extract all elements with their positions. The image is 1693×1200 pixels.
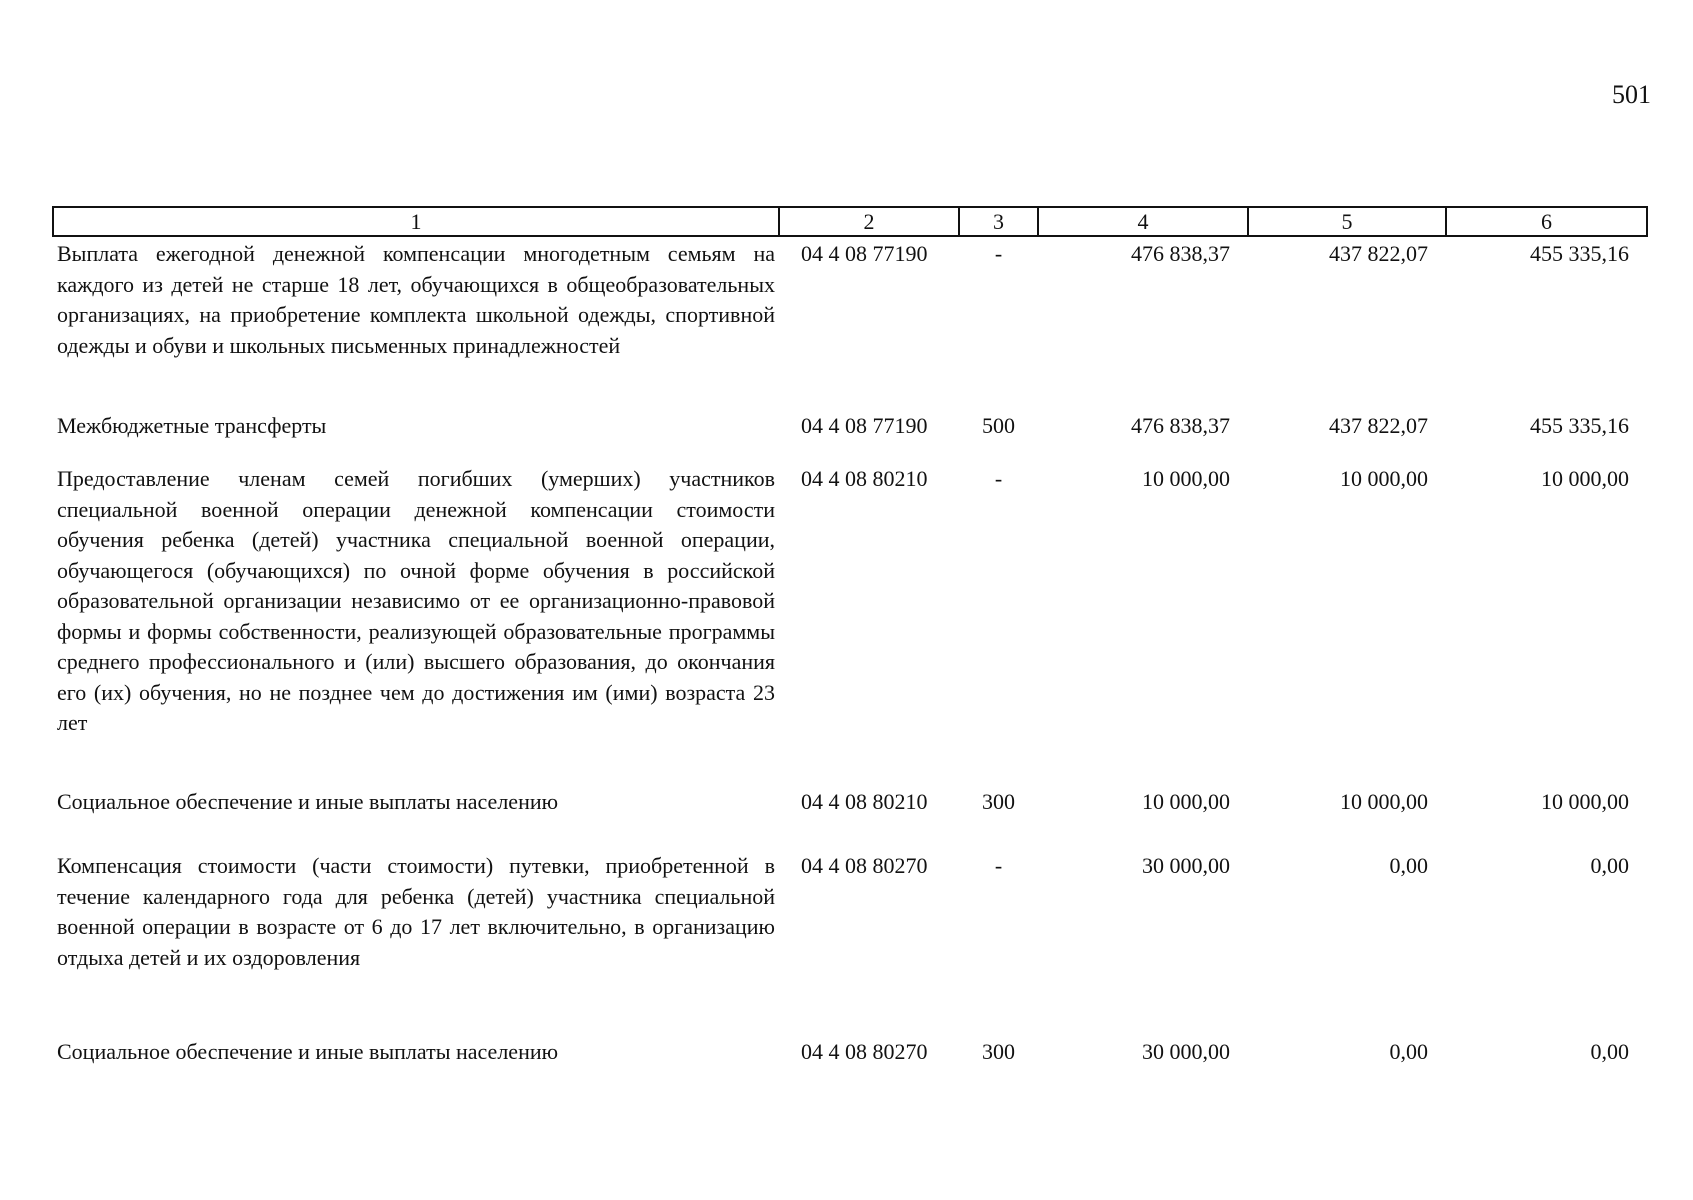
column-header-1: 1 [53,207,779,236]
table-header-row [53,207,1647,236]
row-expense-type: - [994,241,1003,266]
row-description: Выплата ежегодной денежной компенсации многодетным семьям на каждого из детей не старше 18 лет, обучающихся в общеобразовательных организациях, на приобретение комплекта школьной одежды, спортивной одежды и обуви и школьных письменных принадлежностей [57,241,775,358]
column-header-5: 5 [1248,207,1446,236]
table-row [53,236,1647,409]
row-code: 04 4 08 77190 [801,241,928,266]
row-value-col6: 455 335,16 [1530,241,1629,266]
row-expense-type: 300 [982,789,1015,814]
row-description: Социальное обеспечение и иные выплаты населению [57,1039,559,1064]
column-header-6: 6 [1446,207,1647,236]
row-value-col5: 437 822,07 [1329,241,1428,266]
row-expense-type: 300 [982,1039,1015,1064]
column-header-2: 2 [779,207,959,236]
row-value-col4: 476 838,37 [1131,241,1230,266]
row-value-col5: 0,00 [1389,1039,1428,1064]
row-expense-type: - [994,466,1003,491]
row-value-col6: 10 000,00 [1541,789,1629,814]
row-expense-type: 500 [982,413,1015,438]
row-expense-type: - [994,853,1003,878]
row-value-col5: 10 000,00 [1340,789,1428,814]
row-code: 04 4 08 77190 [801,413,928,438]
table-row [53,1035,1647,1077]
row-value-col4: 30 000,00 [1142,1039,1230,1064]
table-row [53,849,1647,1035]
table-row [53,785,1647,849]
row-value-col5: 10 000,00 [1340,466,1428,491]
row-value-col4: 30 000,00 [1142,853,1230,878]
table-row [53,409,1647,462]
row-value-col5: 437 822,07 [1329,413,1428,438]
column-header-3: 3 [959,207,1038,236]
row-value-col6: 455 335,16 [1530,413,1629,438]
row-description: Предоставление членам семей погибших (умерших) участников специальной военной операции денежной компенсации стоимости обучения ребенка (детей) участника специальной военной операции, обучающегося (обучающихся) по очной форме обучения в российской образовательной организации независимо от ее организационно-правовой формы и формы собственности, реализующей образовательные программы среднего профессионального и (или) высшего образования, до окончания его (их) обучения, но не позднее чем до достижения им (ими) возраста 23 лет [57,466,775,735]
row-value-col4: 476 838,37 [1131,413,1230,438]
row-code: 04 4 08 80210 [801,466,928,491]
budget-table [52,206,1648,1077]
row-code: 04 4 08 80210 [801,789,928,814]
row-description: Межбюджетные трансферты [57,413,327,438]
column-header-4: 4 [1038,207,1248,236]
row-description: Социальное обеспечение и иные выплаты населению [57,789,559,814]
row-value-col4: 10 000,00 [1142,466,1230,491]
row-value-col6: 0,00 [1590,1039,1629,1064]
table-row [53,462,1647,785]
row-code: 04 4 08 80270 [801,853,928,878]
row-value-col6: 0,00 [1590,853,1629,878]
page-number: 501 [1612,80,1651,109]
row-value-col5: 0,00 [1389,853,1428,878]
row-value-col4: 10 000,00 [1142,789,1230,814]
row-code: 04 4 08 80270 [801,1039,928,1064]
row-value-col6: 10 000,00 [1541,466,1629,491]
row-description: Компенсация стоимости (части стоимости) путевки, приобретенной в течение календарного года для ребенка (детей) участника специальной военной операции в возрасте от 6 до 17 лет включительно, в организацию отдыха детей и их оздоровления [57,853,775,970]
